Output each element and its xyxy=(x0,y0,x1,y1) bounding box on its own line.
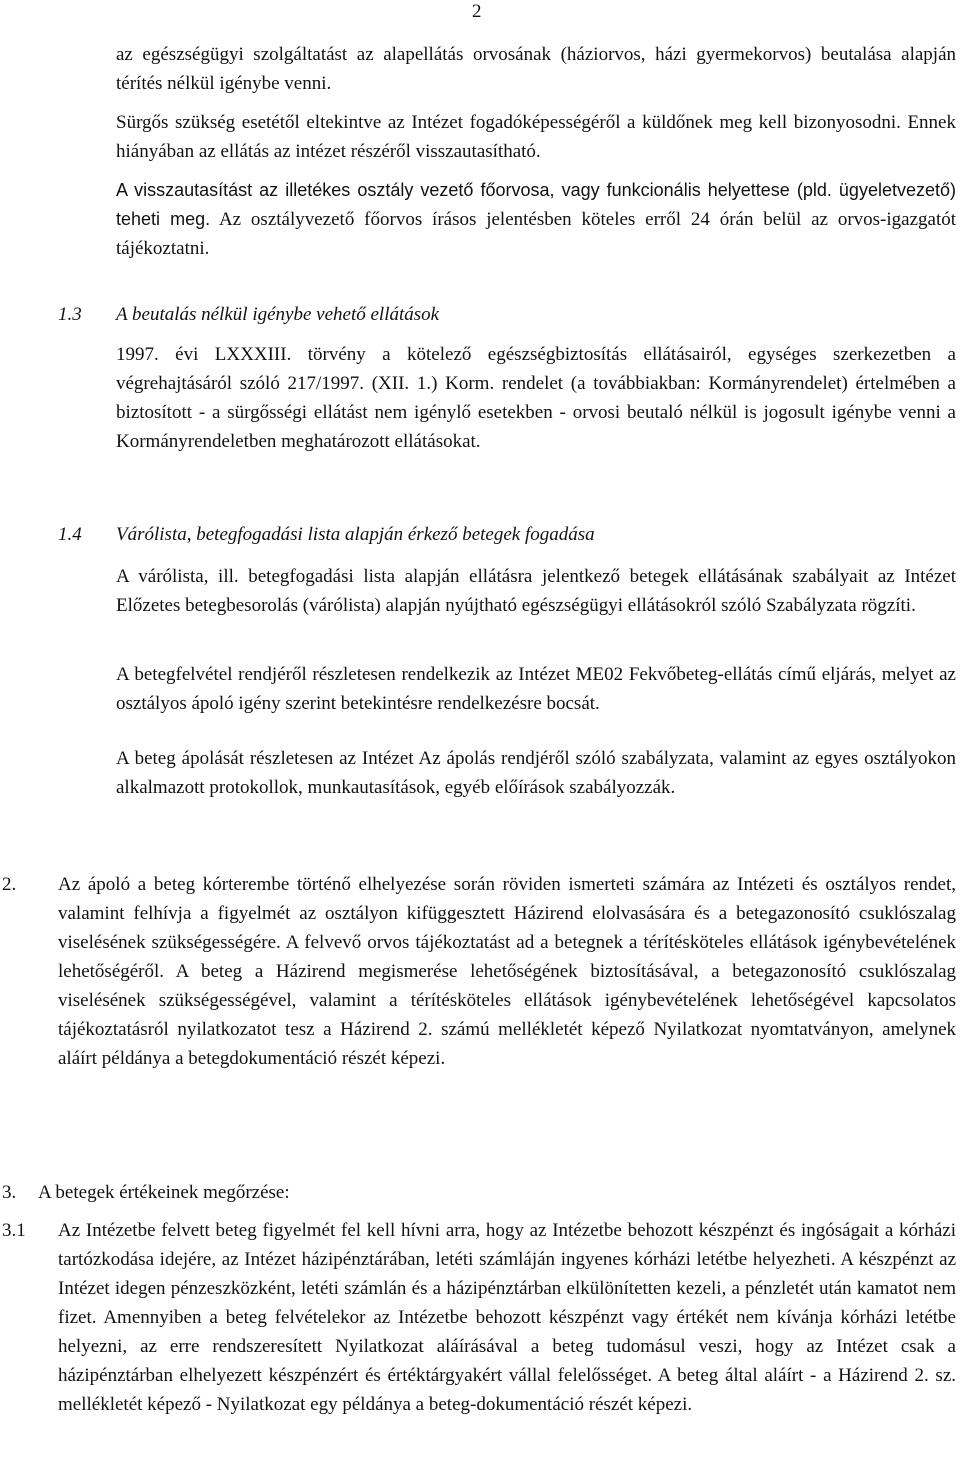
section-number: 1.3 xyxy=(58,304,82,325)
page-number: 2 xyxy=(472,1,482,22)
section-number: 1.4 xyxy=(58,524,82,545)
section-heading-1-4 xyxy=(58,522,956,548)
item-number-3-1: 3.1 xyxy=(2,1220,26,1241)
paragraph-admission-rules: A betegfelvétel rendjéről részletesen rendelkezik az Intézet ME02 Fekvőbeteg-ellátás című eljárás, melyet az osztályos ápoló igény szerint betekintésre rendelkezésre bocsát. xyxy=(116,664,956,714)
item-text-2: Az ápoló a beteg kórterembe történő elhelyezése során röviden ismerteti számára az Intézeti és osztályos rendet, valamint felhívja a figyelmét az osztályon kifüggesztett Házirend elolvasására és a betegazonosító csuklószalag viselésének szükségességére. A felvevő orvos tájékoztatást ad a betegnek a térítésköteles ellátások igénybevételének lehetőségéről. A beteg a Házirend megismerése lehetőségének biztosításával, a betegazonosító csuklószalag viselésének szükségességével, valamint a térítésköteles ellátások igénybevételének lehetőségével kapcsolatos tájékoztatásról nyilatkozatot tesz a Házirend 2. számú mellékletét képező Nyilatkozat nyomtatványon, amelynek aláírt példánya a betegdokumentáció részét képezi. xyxy=(58,874,956,1069)
section-heading-1-3 xyxy=(58,302,956,328)
paragraph-urgent-need: Sürgős szükség esetétől eltekintve az Intézet fogadóképességéről a küldőnek meg kell bizonyosodni. Ennek hiányában az ellátás az intézet részéről visszautasítható. xyxy=(116,112,956,162)
paragraph-rejection xyxy=(116,176,956,263)
item-text-3-1: Az Intézetbe felvett beteg figyelmét fel kell hívni arra, hogy az Intézetbe behozott készpénzt és ingóságait a kórházi tartózkodása idejére, az Intézet házipénztárában, letéti számláján ingyenes kórházi letétbe helyezheti. A készpénzt az Intézet idegen pénzeszközként, letéti számlán és a házipénztárban elkülönítetten kezeli, a pénzletét után kamatot nem fizet. Amennyiben a beteg felvételekor az Intézetbe behozott készpénzt vagy értékét nem kívánja kórházi letétbe helyezni, az erre rendszeresített Nyilatkozat aláírásával a beteg tudomásul veszi, hogy az Intézet csak a házipénztárban elhelyezett készpénzért és értéktárgyakért vállal felelősséget. A beteg által aláírt - a Házirend 2. sz. mellékletét képező - Nyilatkozat egy példánya a beteg-dokumentáció részét képezi. xyxy=(58,1220,956,1415)
section-title: A beutalás nélkül igénybe vehető ellátások xyxy=(116,304,440,325)
paragraph-nursing-rules: A beteg ápolását részletesen az Intézet Az ápolás rendjéről szóló szabályzata, valamint az egyes osztályokon alkalmazott protokollok, munkautasítások, egyéb előírások szabályozzák. xyxy=(116,748,956,798)
paragraph-referral: az egészségügyi szolgáltatást az alapellátás orvosának (háziorvos, házi gyermekorvos) beutalása alapján térítés nélkül igénybe venni. xyxy=(116,44,956,94)
paragraph-no-referral: 1997. évi LXXXIII. törvény a kötelező egészségbiztosítás ellátásairól, egységes szerkezetben a végrehajtásáról szóló 217/1997. (XII. 1.) Korm. rendelet (a továbbiakban: Kormányrendelet) értelmében a biztosított - a sürgősségi ellátást nem igénylő esetekben - orvosi beutaló nélkül is jogosult igénybe venni a Kormányrendeletben meghatározott ellátásokat. xyxy=(116,344,956,452)
section-title: Várólista, betegfogadási lista alapján érkező betegek fogadása xyxy=(116,524,595,545)
item-text-3: A betegek értékeinek megőrzése: xyxy=(38,1182,290,1203)
item-number-2: 2. xyxy=(2,874,17,895)
item-number-3: 3. xyxy=(2,1182,17,1203)
paragraph-waiting-list: A várólista, ill. betegfogadási lista alapján ellátásra jelentkező betegek ellátásának szabályait az Intézet Előzetes betegbesorolás (várólista) alapján nyújtható egészségügyi ellátásokról szóló Szabályzata rögzíti. xyxy=(116,566,956,616)
rejection-sentence: A visszautasítást az illetékes osztály vezető főorvosa, vagy funkcionális helyettese (pld. ügyeletvezető) teheti meg. xyxy=(116,180,956,229)
report-sentence: Az osztályvezető főorvos írásos jelentésben köteles erről 24 órán belül az orvos-igazgatót tájékoztatni. xyxy=(116,209,957,259)
